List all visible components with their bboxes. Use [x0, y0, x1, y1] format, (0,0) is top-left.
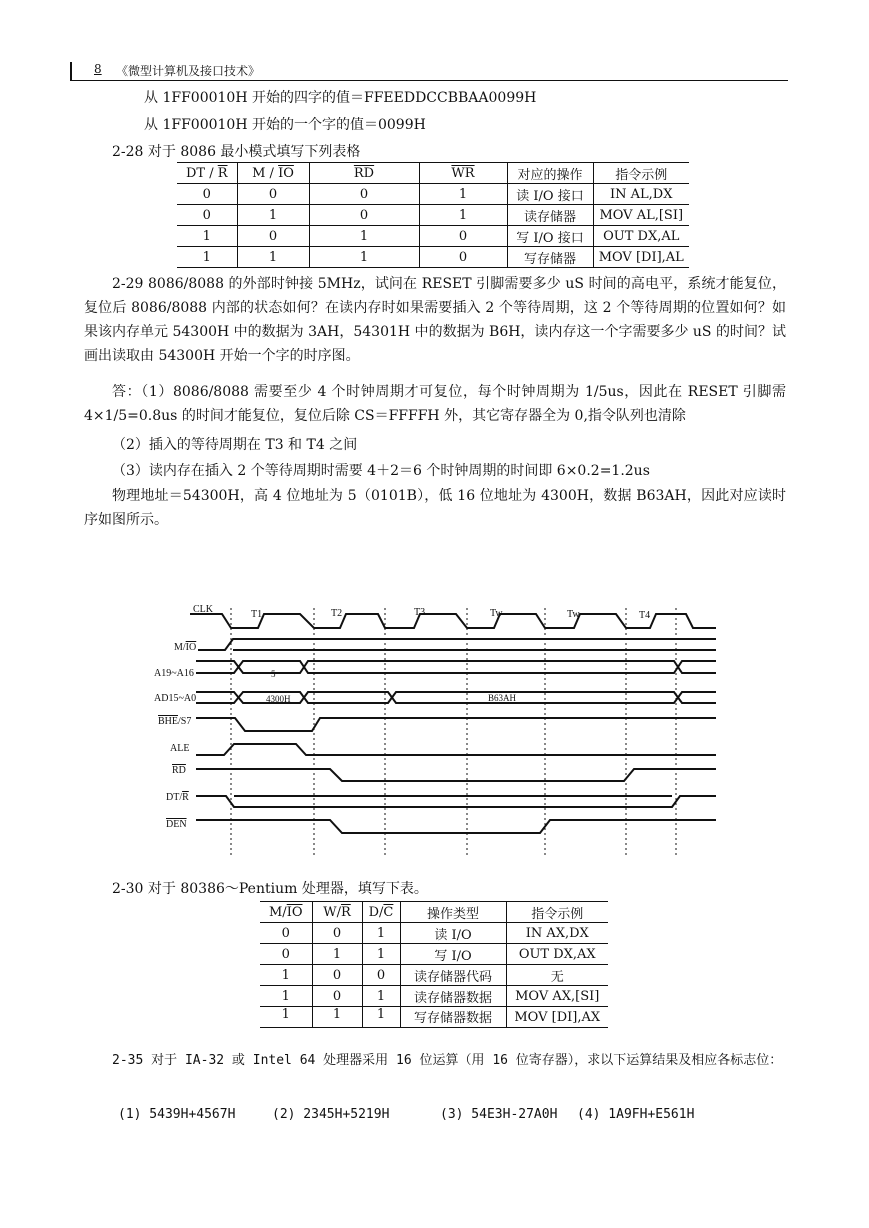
cell: 0 — [312, 965, 362, 986]
cell: 0 — [419, 226, 507, 247]
cell: 1 — [237, 205, 309, 226]
cell: 0 — [312, 923, 362, 944]
header-cell-rd: $\overline{RD}$ — [309, 163, 419, 184]
bhe-waveform — [196, 718, 716, 731]
state-label-t2: T2 — [331, 608, 343, 619]
cell: 读 I/O 接口 — [507, 184, 593, 205]
cell: 0 — [309, 205, 419, 226]
table-row — [260, 1007, 608, 1028]
q229-question: 2-29 8086/8088 的外部时钟接 5MHz，试问在 RESET 引脚需要多少 uS 时间的高电平，系统才能复位，复位后 8086/8088 内部的状态如何？在读内存时如果需要插入 2 个等待周期，这 2 个等待周期的位置如何？如果该内存单元 54300H 中的数据为 3AH，54301H 中的数据为 B6H，读内存这一个字需要多少 uS 的时间？试画出读取由 54300H 开始一个字的时序图。 — [84, 276, 786, 364]
cell: 0 — [309, 184, 419, 205]
cell: 1 — [362, 1007, 400, 1028]
rd-waveform — [196, 769, 716, 781]
cell: 读存储器 — [507, 205, 593, 226]
q229-answer-1: 答：（1）8086/8088 需要至少 4 个时钟周期才可复位，每个时钟周期为 1/5us，因此在 RESET 引脚需 4×1/5=0.8us 的时间才能复位，复位后除 CS＝FFFFH 外，其它寄存器全为 0,指令队列也清除 — [84, 384, 786, 424]
header-cell-wr: $\overline{WR}$ — [419, 163, 507, 184]
table-row — [177, 247, 689, 268]
header-cell-op-type: 操作类型 — [400, 902, 506, 923]
table-row — [177, 205, 689, 226]
addr-low-value: 4300H — [266, 694, 291, 704]
cell: IN AL,DX — [593, 184, 689, 205]
dtr-waveform — [196, 796, 716, 807]
signal-label-bhe: BHE/S7 — [158, 716, 192, 727]
cell: 写存储器数据 — [400, 1007, 506, 1028]
state-label-tw1: Tw — [490, 608, 503, 619]
cell: MOV AL,[SI] — [593, 205, 689, 226]
q228-table — [177, 162, 689, 268]
header-cell-dtr: DT / $\overline{R}$ — [177, 163, 237, 184]
cell: 1 — [362, 986, 400, 1007]
q235-question: 2-35 对于 IA-32 或 Intel 64 处理器采用 16 位运算（用 16 位寄存器），求以下运算结果及相应各标志位： — [112, 1053, 783, 1068]
cell: 0 — [312, 986, 362, 1007]
cell: 1 — [260, 986, 312, 1007]
cell: 写 I/O 接口 — [507, 226, 593, 247]
cell: 写存储器 — [507, 247, 593, 268]
cell: 1 — [312, 1007, 362, 1028]
state-label-tw2: Tw — [567, 609, 580, 620]
table-row — [177, 226, 689, 247]
cell: 写 I/O — [400, 944, 506, 965]
cell: 1 — [237, 247, 309, 268]
table-header-row — [260, 902, 608, 923]
state-label-t4: T4 — [639, 610, 651, 621]
header-cell-example: 指令示例 — [593, 163, 689, 184]
state-label-t1: T1 — [251, 609, 263, 620]
book-title: 《微型计算机及接口技术》 — [116, 64, 261, 78]
cell: 0 — [237, 184, 309, 205]
header-cell-operation: 对应的操作 — [507, 163, 593, 184]
cell: 1 — [309, 247, 419, 268]
signal-label-a19a16: A19~A16 — [154, 668, 194, 679]
table-row — [177, 184, 689, 205]
q229-answer-2: （2）插入的等待周期在 T3 和 T4 之间 — [112, 437, 358, 453]
clk-waveform — [190, 614, 716, 628]
header-cell-wr: $W/\overline{R}$ — [312, 902, 362, 923]
table-row — [260, 965, 608, 986]
den-waveform — [196, 820, 716, 833]
ale-waveform — [196, 744, 716, 755]
cell: 0 — [260, 944, 312, 965]
cell: 0 — [419, 247, 507, 268]
header-cell-mio: $M/\overline{IO}$ — [260, 902, 312, 923]
q235-item-4: (4) 1A9FH+E561H — [577, 1107, 695, 1122]
header-cell-mio: M / $\overline{IO}$ — [237, 163, 309, 184]
cell: 1 — [177, 247, 237, 268]
cell: 1 — [419, 205, 507, 226]
cell: 无 — [506, 965, 608, 986]
cell: 读存储器数据 — [400, 986, 506, 1007]
cell: 0 — [260, 923, 312, 944]
signal-label-mio: M/IO — [174, 642, 197, 653]
state-label-t3: T3 — [414, 607, 426, 618]
cell: 读存储器代码 — [400, 965, 506, 986]
q229-answer-3: （3）读内存在插入 2 个等待周期时需要 4＋2＝6 个时钟周期的时间即 6×0.2=1.2us — [112, 463, 650, 479]
read-timing-diagram — [0, 595, 869, 860]
addr-high-value: 5 — [271, 669, 276, 679]
cell: 1 — [177, 226, 237, 247]
cell: MOV [DI],AX — [506, 1007, 608, 1028]
table-header-row — [177, 163, 689, 184]
cell: 读 I/O — [400, 923, 506, 944]
mio-waveform — [198, 639, 716, 650]
cell: 1 — [419, 184, 507, 205]
cell: MOV AX,[SI] — [506, 986, 608, 1007]
header-bar — [70, 58, 788, 82]
cell: MOV [DI],AL — [593, 247, 689, 268]
cell: OUT DX,AX — [506, 944, 608, 965]
four-word-value-line: 从 1FF00010H 开始的四字的值＝FFEEDDCCBBAA0099H — [144, 90, 537, 106]
cell: 0 — [177, 184, 237, 205]
q229-answer-4: 物理地址＝54300H，高 4 位地址为 5（0101B），低 16 位地址为 4300H，数据 B63AH，因此对应读时序如图所示。 — [84, 488, 786, 528]
cell: 0 — [362, 965, 400, 986]
header-underline — [70, 80, 788, 81]
cell: 1 — [362, 923, 400, 944]
signal-label-ad15a0: AD15~A0 — [154, 693, 197, 704]
signal-label-dtr: DT/R — [166, 792, 189, 803]
table-row — [260, 944, 608, 965]
header-cell-dc: $D/\overline{C}$ — [362, 902, 400, 923]
cell: 1 — [362, 944, 400, 965]
page-number: 8 — [94, 62, 102, 76]
signal-label-ale: ALE — [170, 743, 190, 754]
cell: 1 — [309, 226, 419, 247]
q230-table — [260, 901, 608, 1028]
q230-title: 2-30 对于 80386～Pentium 处理器，填写下表。 — [112, 881, 428, 897]
cell: 1 — [260, 965, 312, 986]
header-cell-example: 指令示例 — [506, 902, 608, 923]
clk-label: CLK — [193, 604, 213, 615]
header-left-rule — [70, 62, 72, 80]
cell: OUT DX,AL — [593, 226, 689, 247]
q235-item-2: (2) 2345H+5219H — [272, 1107, 390, 1122]
cell: 0 — [177, 205, 237, 226]
signal-label-den: DEN — [166, 819, 187, 830]
one-word-value-line: 从 1FF00010H 开始的一个字的值＝0099H — [144, 117, 426, 133]
signal-label-rd: RD — [172, 765, 186, 776]
cell: 1 — [312, 944, 362, 965]
data-value: B63AH — [488, 693, 517, 703]
q235-item-3: (3) 54E3H-27A0H — [440, 1107, 558, 1122]
table-row — [260, 923, 608, 944]
q235-item-1: (1) 5439H+4567H — [118, 1107, 236, 1122]
q228-title: 2-28 对于 8086 最小模式填写下列表格 — [112, 144, 361, 160]
cell: 1 — [260, 1007, 312, 1028]
cell: IN AX,DX — [506, 923, 608, 944]
cell: 0 — [237, 226, 309, 247]
table-row — [260, 986, 608, 1007]
